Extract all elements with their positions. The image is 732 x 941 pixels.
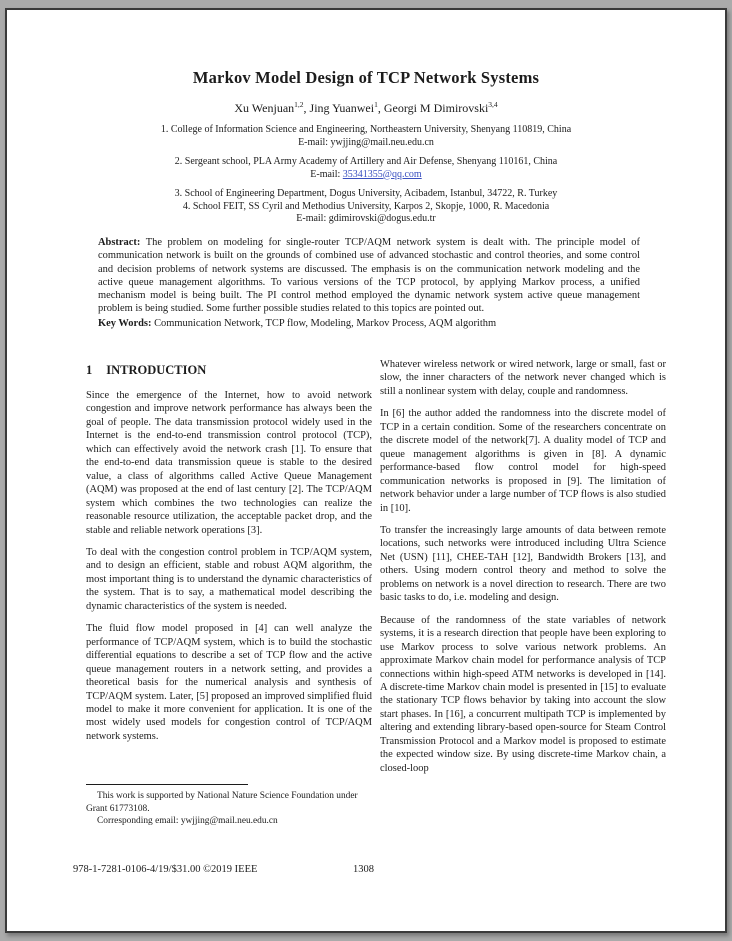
footnote-funding: This work is supported by National Nature Science Foundation under Grant 61773108. xyxy=(86,791,358,814)
author-2-superscript: 1 xyxy=(374,100,378,109)
author-1-superscript: 1,2 xyxy=(294,100,304,109)
abstract xyxy=(98,236,640,316)
abstract-text: The problem on modeling for single-router TCP/AQM network system is dealt with. The principle model of communication network is built on the grounds of combined use of advanced stochastic and control theories, and some control and decision problems of network systems are discussed. The emphasis is on the communication network modeling and the active queue management algorithms. To various versions of the TCP protocol, by applying Markov process, a unified mechanism model is being built. The PI control method employed the dynamic network system active queue management problem is being studied. Some further possible studies related to this topics are pointed out. xyxy=(98,237,640,315)
authors-line xyxy=(7,101,725,116)
affiliation-3-line: 3. School of Engineering Department, Dogus University, Acibadem, Istanbul, 34722, R. Turkey xyxy=(174,188,558,199)
keywords xyxy=(98,317,640,330)
email-label: E-mail: xyxy=(310,168,343,180)
paragraph: The fluid flow model proposed in [4] can well analyze the performance of TCP/AQM system, which is to build the stochastic differential equations to describe a set of TCP flow and the active queue management routers in a network setting, and provides a theoretical basis for the numerical analysis and synthesis of TCP/AQM system. Later, [5] proposed an improved simplified fluid model to make it more convenient for application. It is one of the most widely used models for congestion control of TCP/AQM network systems. xyxy=(86,623,372,742)
section-heading-introduction xyxy=(86,363,372,378)
affiliation-1-email: E-mail: ywjjing@mail.neu.edu.cn xyxy=(298,136,434,148)
affiliation-2 xyxy=(7,156,725,181)
keywords-label: Key Words: xyxy=(98,318,155,329)
author-3-superscript: 3,4 xyxy=(488,100,498,109)
section-number: 1 xyxy=(86,363,93,377)
paragraph: Since the emergence of the Internet, how to avoid network congestion and improve network performance has always been the goal of people. The data transmission protocol widely used in the Internet is the end-to-end transmission control protocol (TCP), which can effectively avoid the network crash [1]. To ensure that the end-to-end data transmission queue is stable to the desired value, a class of algorithms called Active Queue Management (AQM) was proposed at the end of last century [2]. The TCP/AQM system which combines the two technologies can realize the reasonable resource utilization, the acceptable packet drop, and the stable and reliable network operations [3]. xyxy=(86,390,372,536)
author-1: Xu Wenjuan xyxy=(234,101,295,115)
copyright-notice: 978-1-7281-0106-4/19/$31.00 ©2019 IEEE xyxy=(73,864,258,875)
page-number: 1308 xyxy=(353,864,374,875)
left-column xyxy=(86,358,372,784)
paragraph: To transfer the increasingly large amounts of data between remote locations, such networks were introduced including Ultra Science Net (USN) [11], CHEE-TAH [12], Bandwidth Brokers [13], and others. Using modern control theory and method to solve the problems on network is a novel direction to research. There are two basic tasks to do, i.e. modeling and design. xyxy=(380,524,666,604)
paper-page xyxy=(5,8,727,933)
affiliation-1 xyxy=(7,124,725,149)
paragraph: Whatever wireless network or wired network, large or small, fast or slow, the inner characters of the network never changed which is still a nonlinear system with delay, couple and randomness. xyxy=(380,359,666,397)
page-footer xyxy=(7,864,725,880)
affiliation-2-email xyxy=(7,169,725,182)
affiliation-3-4 xyxy=(7,188,725,226)
paragraph: Because of the randomness of the state variables of network systems, it is a research direction that people have been exploring to use Markov process to solve various network problems. An approximate Markov chain model for performance analysis of TCP connections within high-speed ATM networks is developed in [14]. A discrete-time Markov chain model is presented in [15] to evaluate the stationary TCP flows behavior by taking into account the slow start phases. In [16], a concurrent multipath TCP is implemented by altering and extending library-based open-source for Steam Control Transmission Protocol and a Markov model is proposed to estimate the expected window size. By using discrete-time Markov chain, a closed-loop xyxy=(380,614,666,774)
email-link[interactable]: 35341355@qq.com xyxy=(342,168,422,180)
author-3: , Georgi M Dimirovski xyxy=(377,101,489,115)
keywords-text: Communication Network, TCP flow, Modeling, Markov Process, AQM algorithm xyxy=(154,318,497,329)
affiliation-4-line: 4. School FEIT, SS Cyril and Methodius University, Karpos 2, Skopje, 1000, R. Macedonia xyxy=(182,200,550,212)
footnote xyxy=(86,784,374,828)
affiliation-1-line: 1. College of Information Science and Engineering, Northeastern University, Shenyang 110819, China xyxy=(160,124,572,135)
right-column xyxy=(380,358,666,784)
author-2: , Jing Yuanwei xyxy=(303,101,375,115)
abstract-label: Abstract: xyxy=(98,237,146,248)
affiliation-3-4-email: E-mail: gdimirovski@dogus.edu.tr xyxy=(296,213,436,224)
paper-title: Markov Model Design of TCP Network Systems xyxy=(192,68,540,87)
paragraph: In [6] the author added the randomness into the discrete model of TCP in a certain condition. Some of the researchers concentrate on the discrete model of the network[7]. A duality model of TCP and queue management algorithms is given in [8]. A dynamic performance-based flow control model for high-speed communication networks is proposed in [9]. The limitation of network behavior under a large number of TCP flows is also studied in [10]. xyxy=(380,408,666,514)
affiliation-2-line: 2. Sergeant school, PLA Army Academy of Artillery and Air Defense, Shenyang 110161, China xyxy=(174,156,558,167)
section-title: INTRODUCTION xyxy=(106,363,207,377)
body-columns xyxy=(86,358,666,784)
footnote-corresponding-email: Corresponding email: ywjjing@mail.neu.edu.cn xyxy=(97,816,278,827)
paragraph: To deal with the congestion control problem in TCP/AQM system, and to design an efficient, stable and robust AQM algorithm, the most important thing is to understand the dynamic characteristics of the system. That is to say, a mathematical model describing the dynamic characteristics of the system is needed. xyxy=(86,546,372,612)
footnote-rule xyxy=(86,784,248,785)
